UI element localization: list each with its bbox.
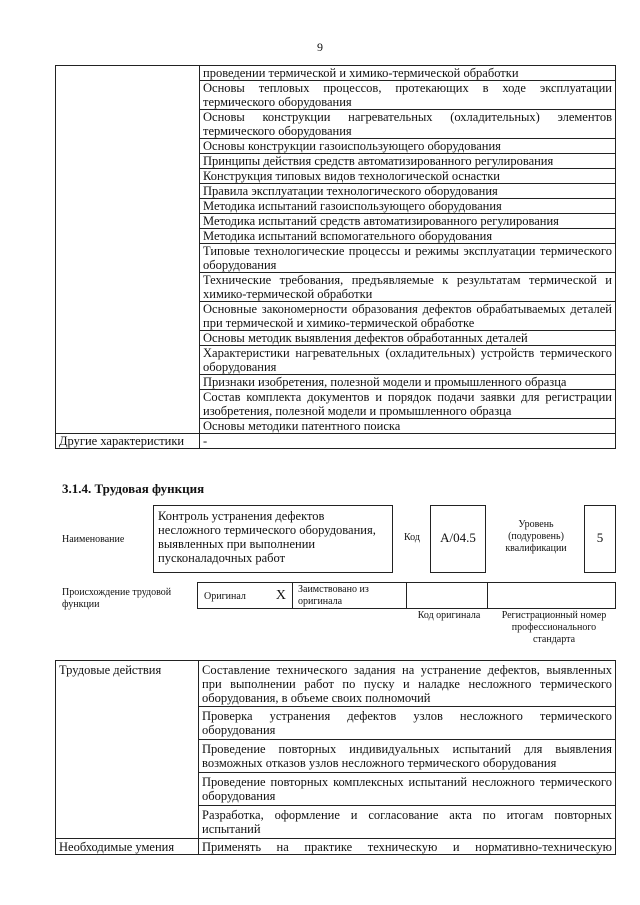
knowledge-label-cell	[56, 66, 200, 434]
actions-label: Трудовые действия	[56, 661, 199, 839]
table-row	[56, 434, 616, 449]
knowledge-item: Методика испытаний средств автоматизированного регулирования	[200, 214, 616, 229]
knowledge-item: Характеристики нагревательных (охладительных) устройств термического оборудования	[200, 346, 616, 375]
reg-number-label: Регистрационный номер профессионального стандарта	[501, 610, 607, 645]
function-name-box	[153, 505, 393, 573]
reg-number-box	[487, 582, 616, 609]
knowledge-item: проведении термической и химико-термической обработки	[200, 66, 616, 81]
original-label: Оригинал	[204, 591, 246, 602]
knowledge-item: Методика испытаний вспомогательного оборудования	[200, 229, 616, 244]
knowledge-item: Основы тепловых процессов, протекающих в ходе эксплуатации термического оборудования	[200, 81, 616, 110]
action-item: Проведение повторных индивидуальных испытаний для выявления возможных отказов узлов несложного термического оборудования	[199, 740, 616, 773]
knowledge-item: Типовые технологические процессы и режимы эксплуатации термического оборудования	[200, 244, 616, 273]
actions-table	[55, 660, 616, 855]
action-item: Разработка, оформление и согласование акта по итогам повторных испытаний	[199, 806, 616, 839]
level-label: Уровень (подуровень) квалификации	[505, 519, 567, 554]
code-label: Код	[404, 532, 420, 543]
page-number: 9	[317, 40, 323, 54]
function-name-value: Контроль устранения дефектов несложного термического оборудования, выявленных при выполнении пусконаладочных работ	[158, 509, 376, 565]
name-label: Наименование	[62, 534, 125, 545]
section-title: 3.1.4. Трудовая функция	[62, 481, 205, 496]
knowledge-item: Признаки изобретения, полезной модели и промышленного образца	[200, 375, 616, 390]
code-original-label: Код оригинала	[417, 610, 481, 621]
other-characteristics-value: -	[200, 434, 616, 449]
knowledge-item: Основные закономерности образования дефектов обрабатываемых деталей при термической и химико-термической обработке	[200, 302, 616, 331]
code-original-box	[406, 582, 488, 609]
knowledge-item: Основы методик выявления дефектов обработанных деталей	[200, 331, 616, 346]
other-characteristics-label: Другие характеристики	[56, 434, 200, 449]
knowledge-item: Правила эксплуатации технологического оборудования	[200, 184, 616, 199]
knowledge-item: Методика испытаний газоиспользующего оборудования	[200, 199, 616, 214]
knowledge-item: Принципы действия средств автоматизированного регулирования	[200, 154, 616, 169]
origin-label: Происхождение трудовой функции	[62, 587, 172, 610]
knowledge-item: Состав комплекта документов и порядок подачи заявки для регистрации изобретения, полезной модели и промышленного образца	[200, 390, 616, 419]
code-value-box	[430, 505, 486, 573]
level-value-box	[584, 505, 616, 573]
action-item: Проведение повторных комплексных испытаний несложного термического оборудования	[199, 773, 616, 806]
knowledge-item: Технические требования, предъявляемые к результатам термической и химико-термической обработки	[200, 273, 616, 302]
knowledge-item: Основы конструкции газоиспользующего оборудования	[200, 139, 616, 154]
knowledge-table	[55, 65, 616, 449]
original-mark: X	[275, 588, 286, 603]
borrowed-box	[292, 582, 407, 609]
borrowed-label: Заимствовано из оригинала	[298, 584, 369, 607]
original-box	[197, 582, 293, 609]
knowledge-item: Основы конструкции нагревательных (охладительных) элементов термического оборудования	[200, 110, 616, 139]
action-item: Проверка устранения дефектов узлов несложного термического оборудования	[199, 707, 616, 740]
action-item: Составление технического задания на устранение дефектов, выявленных при выполнении работ по пуску и наладке несложного термического оборудования, в объеме своих полномочий	[199, 661, 616, 707]
knowledge-item: Конструкция типовых видов технологической оснастки	[200, 169, 616, 184]
skills-label: Необходимые умения	[56, 839, 199, 855]
code-value: А/04.5	[440, 530, 476, 545]
table-row	[56, 839, 616, 855]
skill-item: Применять на практике техническую и нормативно-техническую	[199, 839, 616, 855]
table-row	[56, 661, 616, 707]
knowledge-item: Основы методики патентного поиска	[200, 419, 616, 434]
level-value: 5	[596, 530, 604, 545]
table-row	[56, 66, 616, 81]
